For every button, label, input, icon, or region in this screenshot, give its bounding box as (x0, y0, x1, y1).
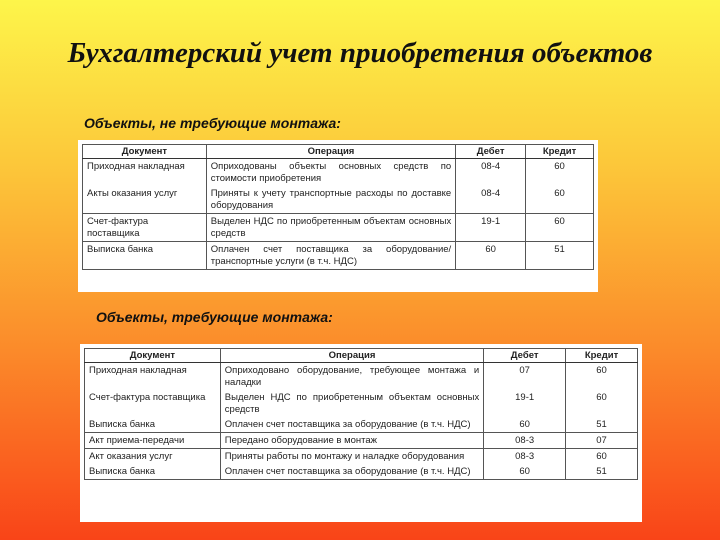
cell-document: Акты оказания услуг (83, 186, 207, 214)
cell-credit: 60 (526, 186, 594, 214)
column-header-document: Документ (85, 349, 221, 363)
table-no-installation-container (78, 140, 598, 292)
cell-debit: 08-3 (484, 449, 566, 465)
cell-credit: 51 (526, 242, 594, 270)
column-header-operation: Операция (206, 145, 455, 159)
column-header-debit: Дебет (484, 349, 566, 363)
cell-document: Приходная накладная (85, 363, 221, 391)
table-row (85, 363, 638, 391)
column-header-credit: Кредит (566, 349, 638, 363)
cell-operation: Оплачен счет поставщика за оборудование (в т.ч. НДС) (220, 464, 483, 480)
cell-document: Выписка банка (83, 242, 207, 270)
cell-operation: Приняты к учету транспортные расходы по доставке оборудования (206, 186, 455, 214)
cell-debit: 19-1 (484, 390, 566, 417)
cell-operation: Оприходованы объекты основных средств по стоимости приобретения (206, 159, 455, 187)
table-row (85, 449, 638, 465)
page-title: Бухгалтерский учет приобретения объектов (67, 37, 653, 69)
table-row (85, 417, 638, 433)
column-header-operation: Операция (220, 349, 483, 363)
cell-debit: 08-3 (484, 433, 566, 449)
cell-credit: 51 (566, 417, 638, 433)
cell-document: Выписка банка (85, 417, 221, 433)
cell-debit: 19-1 (456, 214, 526, 242)
cell-credit: 07 (566, 433, 638, 449)
cell-credit: 60 (526, 159, 594, 187)
table-row (83, 186, 594, 214)
cell-document: Счет-фактура поставщика (85, 390, 221, 417)
cell-operation: Передано оборудование в монтаж (220, 433, 483, 449)
cell-credit: 51 (566, 464, 638, 480)
section-heading-no-installation: Объекты, не требующие монтажа: (84, 115, 341, 131)
table-row (83, 242, 594, 270)
cell-credit: 60 (566, 449, 638, 465)
table-row (85, 433, 638, 449)
cell-operation: Оплачен счет поставщика за оборудование (в т.ч. НДС) (220, 417, 483, 433)
cell-document: Приходная накладная (83, 159, 207, 187)
table-with-installation-container (80, 344, 642, 522)
cell-operation: Выделен НДС по приобретенным объектам основных средств (206, 214, 455, 242)
cell-debit: 07 (484, 363, 566, 391)
cell-credit: 60 (566, 363, 638, 391)
cell-operation: Выделен НДС по приобретенным объектам основных средств (220, 390, 483, 417)
cell-document: Акт оказания услуг (85, 449, 221, 465)
table-row (83, 214, 594, 242)
cell-debit: 08-4 (456, 186, 526, 214)
cell-debit: 60 (484, 464, 566, 480)
cell-debit: 60 (456, 242, 526, 270)
cell-operation: Оплачен счет поставщика за оборудование/транспортные услуги (в т.ч. НДС) (206, 242, 455, 270)
column-header-credit: Кредит (526, 145, 594, 159)
table-row (85, 390, 638, 417)
cell-debit: 08-4 (456, 159, 526, 187)
column-header-debit: Дебет (456, 145, 526, 159)
cell-debit: 60 (484, 417, 566, 433)
cell-operation: Оприходовано оборудование, требующее монтажа и наладки (220, 363, 483, 391)
table-with-installation (84, 348, 638, 480)
table-row (83, 159, 594, 187)
cell-document: Выписка банка (85, 464, 221, 480)
cell-credit: 60 (526, 214, 594, 242)
section-heading-with-installation: Объекты, требующие монтажа: (96, 309, 333, 325)
cell-credit: 60 (566, 390, 638, 417)
table-row (85, 464, 638, 480)
table-no-installation (82, 144, 594, 270)
cell-document: Счет-фактура поставщика (83, 214, 207, 242)
cell-operation: Приняты работы по монтажу и наладке оборудования (220, 449, 483, 465)
cell-document: Акт приема-передачи (85, 433, 221, 449)
column-header-document: Документ (83, 145, 207, 159)
